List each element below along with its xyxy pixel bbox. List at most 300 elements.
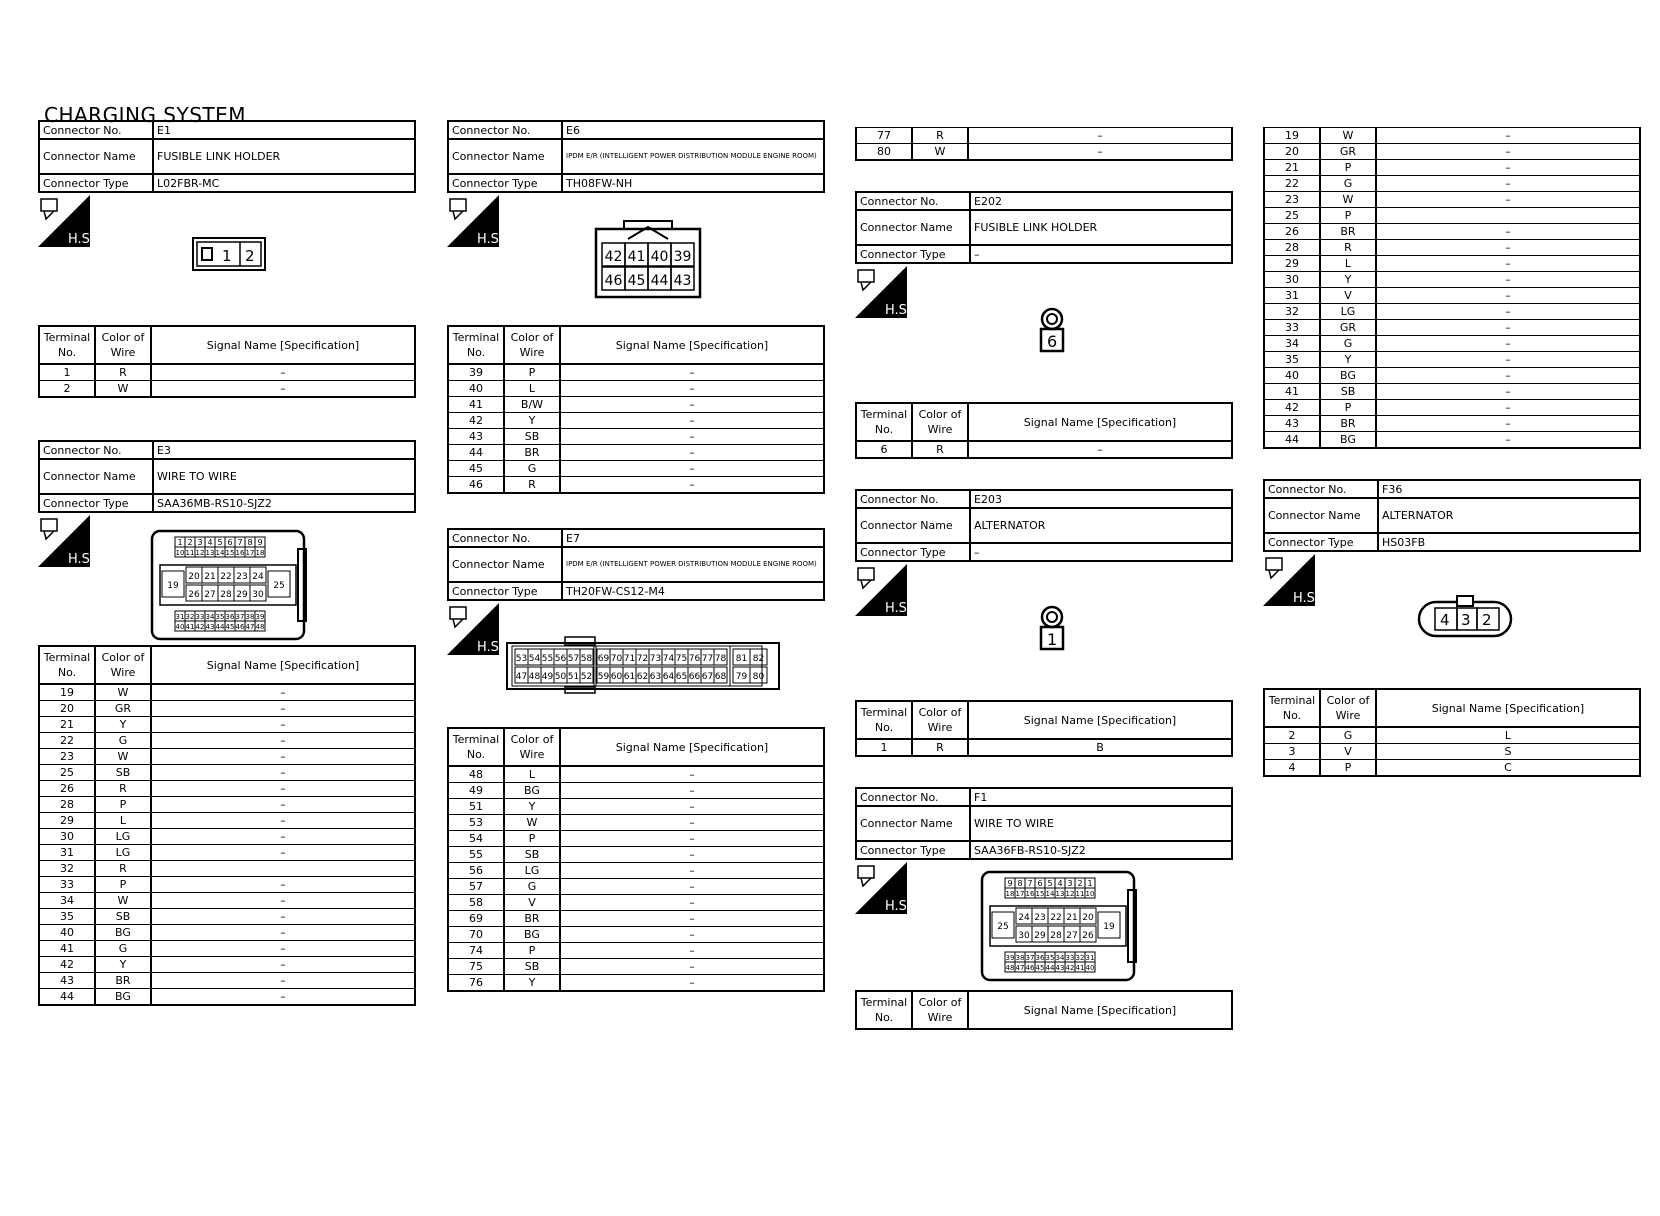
- connector-no-value: E7: [562, 529, 824, 547]
- signal-name-cell: –: [560, 413, 824, 429]
- table-row: [448, 381, 824, 397]
- terminal-no-cell: 31: [1264, 288, 1320, 304]
- label-connector-type: Connector Type: [39, 174, 153, 192]
- signal-name-cell: –: [151, 829, 415, 845]
- wire-color-cell: G: [1320, 336, 1376, 352]
- pin-label: 16: [235, 549, 245, 557]
- connector-face: [192, 237, 266, 275]
- pin-label: 38: [245, 613, 255, 621]
- pin-label: 78: [714, 654, 727, 664]
- connector-no-value: E1: [153, 121, 415, 139]
- pin-label: 19: [1103, 922, 1115, 932]
- terminal-no-cell: 26: [39, 781, 95, 797]
- header-signal-name: Signal Name [Specification]: [968, 701, 1232, 739]
- signal-name-cell: –: [151, 781, 415, 797]
- table-row: [39, 893, 415, 909]
- header-signal-name: Signal Name [Specification]: [968, 403, 1232, 441]
- pin-label: 33: [1065, 954, 1075, 962]
- header-color-of-wire: Color of Wire: [912, 991, 968, 1029]
- signal-name-cell: –: [151, 364, 415, 381]
- terminal-table-F1: [855, 990, 1233, 1030]
- wire-color-cell: Y: [504, 799, 560, 815]
- connector-type-value: L02FBR-MC: [153, 174, 415, 192]
- terminal-table-E7: [447, 727, 825, 992]
- wire-color-cell: P: [1320, 400, 1376, 416]
- pin-label: 13: [1055, 890, 1065, 898]
- table-row: [39, 797, 415, 813]
- pin-label: 16: [1025, 890, 1035, 898]
- table-row: [39, 733, 415, 749]
- pin-label: 43: [1055, 964, 1065, 972]
- terminal-no-cell: 28: [39, 797, 95, 813]
- header-signal-name: Signal Name [Specification]: [151, 646, 415, 684]
- signal-name-cell: –: [151, 893, 415, 909]
- signal-name-cell: –: [1376, 336, 1640, 352]
- signal-name-cell: –: [968, 144, 1232, 161]
- terminal-no-cell: 34: [39, 893, 95, 909]
- wire-color-cell: L: [504, 381, 560, 397]
- wire-color-cell: W: [912, 144, 968, 161]
- label-connector-type: Connector Type: [856, 543, 970, 561]
- table-row: [1264, 368, 1640, 384]
- pin-label: 35: [1045, 954, 1055, 962]
- wire-color-cell: R: [912, 128, 968, 144]
- signal-name-cell: –: [1376, 352, 1640, 368]
- terminal-no-cell: 42: [448, 413, 504, 429]
- wire-color-cell: P: [504, 943, 560, 959]
- connector-type-value: HS03FB: [1378, 533, 1640, 551]
- pin-label: 3: [197, 538, 203, 547]
- signal-name-cell: –: [560, 815, 824, 831]
- terminal-no-cell: 23: [39, 749, 95, 765]
- pin-label: 27: [1066, 931, 1078, 941]
- wire-color-cell: V: [1320, 288, 1376, 304]
- signal-name-cell: –: [151, 877, 415, 893]
- signal-name-cell: –: [1376, 416, 1640, 432]
- wire-color-cell: BR: [95, 973, 151, 989]
- pin-label: 11: [1075, 890, 1085, 898]
- connector-diagram-E3: [38, 513, 416, 645]
- pin-label: 12: [1065, 890, 1075, 898]
- table-row: [1264, 304, 1640, 320]
- wire-color-cell: W: [504, 815, 560, 831]
- wire-color-cell: BG: [95, 989, 151, 1006]
- signal-name-cell: –: [560, 429, 824, 445]
- wire-color-cell: Y: [95, 957, 151, 973]
- terminal-no-cell: 58: [448, 895, 504, 911]
- pin-label: 53: [515, 654, 528, 664]
- wire-color-cell: P: [504, 831, 560, 847]
- signal-name-cell: –: [560, 783, 824, 799]
- wire-color-cell: W: [95, 893, 151, 909]
- header-color-of-wire: Color of Wire: [912, 403, 968, 441]
- pin-label: 64: [662, 672, 675, 682]
- wire-color-cell: P: [95, 877, 151, 893]
- pin-label: 41: [627, 249, 646, 265]
- pin-2: 2: [1482, 611, 1492, 629]
- pin-label: 48: [1005, 964, 1015, 972]
- terminal-no-cell: 49: [448, 783, 504, 799]
- terminal-no-cell: 55: [448, 847, 504, 863]
- wire-color-cell: BR: [1320, 224, 1376, 240]
- pin-1: 1: [222, 247, 232, 265]
- connector-face: [1037, 606, 1067, 658]
- table-row: [448, 927, 824, 943]
- signal-name-cell: –: [560, 477, 824, 494]
- pin-label: 29: [1034, 931, 1046, 941]
- pin-label: 34: [205, 613, 215, 621]
- table-row: [1264, 727, 1640, 744]
- wire-color-cell: LG: [504, 863, 560, 879]
- label-connector-no: Connector No.: [39, 441, 153, 459]
- pin-label: 67: [701, 672, 714, 682]
- connector-diagram-F1: [855, 860, 1233, 990]
- pin-label: 74: [662, 654, 675, 664]
- pin-label: 26: [1082, 931, 1094, 941]
- connector-no-value: E203: [970, 490, 1232, 508]
- wire-color-cell: BR: [504, 445, 560, 461]
- pin-label: 69: [597, 654, 610, 664]
- terminal-no-cell: 29: [1264, 256, 1320, 272]
- connector-type-value: –: [970, 543, 1232, 561]
- table-row: [448, 364, 824, 381]
- terminal-no-cell: 33: [1264, 320, 1320, 336]
- connector-diagram-E203: [855, 562, 1233, 700]
- pin-label: 38: [1015, 954, 1025, 962]
- pin-label: 71: [623, 654, 636, 664]
- wire-color-cell: SB: [504, 847, 560, 863]
- label-connector-name: Connector Name: [39, 459, 153, 494]
- terminal-no-cell: 76: [448, 975, 504, 992]
- pin-label: 7: [1027, 879, 1033, 888]
- signal-name-cell: –: [151, 989, 415, 1006]
- pin-label: 30: [252, 590, 264, 600]
- wire-color-cell: BG: [1320, 432, 1376, 449]
- terminal-no-cell: 32: [1264, 304, 1320, 320]
- terminal-no-cell: 33: [39, 877, 95, 893]
- connector-info-E7: [447, 528, 825, 601]
- pin-label: 31: [175, 613, 185, 621]
- signal-name-cell: –: [560, 959, 824, 975]
- terminal-no-cell: 21: [39, 717, 95, 733]
- pin-label: 45: [627, 273, 646, 289]
- table-row: [448, 815, 824, 831]
- terminal-no-cell: 43: [1264, 416, 1320, 432]
- wire-color-cell: R: [95, 861, 151, 877]
- pin-label: 17: [1015, 890, 1025, 898]
- connector-name-value: ALTERNATOR: [970, 508, 1232, 543]
- signal-name-cell: –: [1376, 176, 1640, 192]
- terminal-no-cell: 23: [1264, 192, 1320, 208]
- terminal-no-cell: 35: [39, 909, 95, 925]
- signal-name-cell: –: [151, 684, 415, 701]
- pin-label: 15: [225, 549, 235, 557]
- signal-name-cell: C: [1376, 760, 1640, 777]
- terminal-table-F36: [1263, 688, 1641, 777]
- signal-name-cell: –: [151, 925, 415, 941]
- label-connector-type: Connector Type: [1264, 533, 1378, 551]
- pin-label: 40: [1085, 964, 1095, 972]
- connector-face: [1037, 308, 1067, 360]
- label-connector-name: Connector Name: [856, 508, 970, 543]
- wire-color-cell: P: [1320, 208, 1376, 224]
- wire-color-cell: V: [504, 895, 560, 911]
- table-row: [448, 847, 824, 863]
- terminal-no-cell: 28: [1264, 240, 1320, 256]
- table-row: [39, 973, 415, 989]
- signal-name-cell: –: [560, 397, 824, 413]
- connector-info-E202: [855, 191, 1233, 264]
- table-row: [448, 975, 824, 992]
- table-row: [39, 765, 415, 781]
- wire-color-cell: SB: [504, 429, 560, 445]
- connector-name-value: ALTERNATOR: [1378, 498, 1640, 533]
- terminal-no-cell: 41: [39, 941, 95, 957]
- pin-label: 76: [688, 654, 701, 664]
- terminal-no-cell: 54: [448, 831, 504, 847]
- label-connector-name: Connector Name: [1264, 498, 1378, 533]
- wire-color-cell: W: [95, 749, 151, 765]
- header-terminal-no: Terminal No.: [448, 728, 504, 766]
- hs-label: H.S.: [885, 601, 912, 616]
- connector-no-value: E202: [970, 192, 1232, 210]
- table-row: [1264, 432, 1640, 449]
- pin-label: 8: [1017, 879, 1023, 888]
- pin-label: 44: [215, 623, 225, 631]
- table-row: [39, 925, 415, 941]
- table-row: [39, 861, 415, 877]
- signal-name-cell: –: [151, 701, 415, 717]
- wire-color-cell: BG: [504, 783, 560, 799]
- pin-label: 25: [273, 581, 285, 591]
- terminal-no-cell: 22: [1264, 176, 1320, 192]
- pin-label: 5: [1047, 879, 1053, 888]
- pin-label: 82: [752, 654, 765, 664]
- hs-label: H.S.: [885, 303, 912, 318]
- table-row: [856, 128, 1232, 144]
- label-connector-type: Connector Type: [448, 174, 562, 192]
- wire-color-cell: L: [504, 766, 560, 783]
- wire-color-cell: GR: [1320, 144, 1376, 160]
- signal-name-cell: –: [1376, 160, 1640, 176]
- terminal-no-cell: 43: [448, 429, 504, 445]
- terminal-table-E203: [855, 700, 1233, 757]
- label-connector-name: Connector Name: [448, 547, 562, 582]
- pin-label: 56: [554, 654, 567, 664]
- header-terminal-no: Terminal No.: [856, 991, 912, 1029]
- connector-info-E203: [855, 489, 1233, 562]
- signal-name-cell: –: [151, 845, 415, 861]
- table-row: [1264, 320, 1640, 336]
- table-row: [1264, 144, 1640, 160]
- terminal-no-cell: 44: [448, 445, 504, 461]
- connector-info-E1: [38, 120, 416, 193]
- signal-name-cell: –: [560, 766, 824, 783]
- signal-name-cell: –: [1376, 240, 1640, 256]
- pin-1: 1: [1047, 630, 1058, 649]
- pin-label: 43: [673, 273, 692, 289]
- pin-label: 12: [195, 549, 205, 557]
- table-row: [39, 717, 415, 733]
- wire-color-cell: Y: [504, 413, 560, 429]
- label-connector-type: Connector Type: [39, 494, 153, 512]
- signal-name-cell: –: [1376, 144, 1640, 160]
- table-row: [448, 895, 824, 911]
- pin-label: 49: [541, 672, 554, 682]
- signal-name-cell: [1376, 208, 1640, 224]
- pin-label: 24: [252, 572, 264, 582]
- pin-label: 39: [1005, 954, 1015, 962]
- connector-info-E3: [38, 440, 416, 513]
- table-row: [39, 701, 415, 717]
- table-row: [39, 909, 415, 925]
- terminal-no-cell: 25: [39, 765, 95, 781]
- signal-name-cell: –: [560, 927, 824, 943]
- table-row: [1264, 256, 1640, 272]
- pin-label: 41: [185, 623, 195, 631]
- pin-label: 35: [215, 613, 225, 621]
- connector-name-value: IPDM E/R (INTELLIGENT POWER DISTRIBUTION MODULE ENGINE ROOM): [562, 547, 824, 582]
- pin-label: 6: [227, 538, 233, 547]
- pin-label: 29: [236, 590, 248, 600]
- wire-color-cell: Y: [1320, 352, 1376, 368]
- pin-label: 32: [185, 613, 195, 621]
- connector-name-value: FUSIBLE LINK HOLDER: [970, 210, 1232, 245]
- pin-3: 3: [1461, 611, 1471, 629]
- header-signal-name: Signal Name [Specification]: [151, 326, 415, 364]
- column-1: [38, 120, 416, 1006]
- table-row: [39, 957, 415, 973]
- table-row: [448, 429, 824, 445]
- signal-name-cell: –: [1376, 128, 1640, 144]
- wire-color-cell: W: [95, 381, 151, 398]
- table-row: [1264, 160, 1640, 176]
- signal-name-cell: –: [151, 733, 415, 749]
- hs-label: H.S.: [477, 640, 504, 655]
- terminal-no-cell: 40: [1264, 368, 1320, 384]
- connector-face: [150, 529, 306, 645]
- terminal-no-cell: 56: [448, 863, 504, 879]
- pin-label: 4: [1057, 879, 1063, 888]
- wire-color-cell: SB: [1320, 384, 1376, 400]
- table-row: [39, 781, 415, 797]
- signal-name-cell: –: [560, 381, 824, 397]
- table-row: [448, 413, 824, 429]
- header-color-of-wire: Color of Wire: [95, 646, 151, 684]
- pin-label: 32: [1075, 954, 1085, 962]
- terminal-no-cell: 34: [1264, 336, 1320, 352]
- terminal-no-cell: 75: [448, 959, 504, 975]
- harness-side-icon: [38, 195, 95, 247]
- table-row: [448, 799, 824, 815]
- signal-name-cell: –: [1376, 288, 1640, 304]
- terminal-no-cell: 1: [39, 364, 95, 381]
- terminal-table-E7-continued: [855, 127, 1233, 161]
- signal-name-cell: –: [1376, 400, 1640, 416]
- table-row: [1264, 384, 1640, 400]
- wire-color-cell: G: [1320, 176, 1376, 192]
- terminal-no-cell: 77: [856, 128, 912, 144]
- table-row: [39, 381, 415, 398]
- terminal-table-E1: [38, 325, 416, 398]
- label-connector-no: Connector No.: [448, 529, 562, 547]
- terminal-no-cell: 43: [39, 973, 95, 989]
- pin-label: 28: [220, 590, 232, 600]
- connector-info-F1: [855, 787, 1233, 860]
- pin-label: 59: [597, 672, 610, 682]
- pin-label: 21: [1066, 913, 1078, 923]
- signal-name-cell: –: [1376, 192, 1640, 208]
- wire-color-cell: BR: [504, 911, 560, 927]
- connector-type-value: SAA36MB-RS10-SJZ2: [153, 494, 415, 512]
- wire-color-cell: Y: [95, 717, 151, 733]
- pin-2: 2: [245, 247, 255, 265]
- pin-label: 46: [235, 623, 245, 631]
- table-row: [448, 863, 824, 879]
- wire-color-cell: SB: [95, 909, 151, 925]
- signal-name-cell: –: [1376, 304, 1640, 320]
- connector-diagram-E6: [447, 193, 825, 325]
- signal-name-cell: –: [151, 941, 415, 957]
- wire-color-cell: G: [95, 733, 151, 749]
- terminal-no-cell: 70: [448, 927, 504, 943]
- pin-label: 11: [185, 549, 195, 557]
- pin-label: 34: [1055, 954, 1065, 962]
- table-row: [448, 911, 824, 927]
- wire-color-cell: Y: [504, 975, 560, 992]
- pin-label: 8: [247, 538, 253, 547]
- table-row: [1264, 272, 1640, 288]
- pin-label: 42: [1065, 964, 1075, 972]
- table-row: [1264, 192, 1640, 208]
- signal-name-cell: –: [1376, 432, 1640, 449]
- terminal-no-cell: 22: [39, 733, 95, 749]
- pin-label: 72: [636, 654, 649, 664]
- table-row: [1264, 336, 1640, 352]
- terminal-no-cell: 44: [39, 989, 95, 1006]
- hs-label: H.S.: [885, 899, 912, 914]
- terminal-no-cell: 40: [39, 925, 95, 941]
- terminal-no-cell: 41: [448, 397, 504, 413]
- pin-label: 1: [177, 538, 183, 547]
- wire-color-cell: GR: [1320, 320, 1376, 336]
- terminal-no-cell: 69: [448, 911, 504, 927]
- pin-label: 14: [215, 549, 225, 557]
- pin-label: 42: [604, 249, 623, 265]
- pin-label: 17: [245, 549, 255, 557]
- table-row: [39, 364, 415, 381]
- signal-name-cell: –: [560, 831, 824, 847]
- pin-label: 62: [636, 672, 649, 682]
- pin-label: 15: [1035, 890, 1045, 898]
- pin-label: 43: [205, 623, 215, 631]
- hs-label: H.S.: [68, 232, 95, 247]
- signal-name-cell: –: [560, 461, 824, 477]
- wire-color-cell: Y: [1320, 272, 1376, 288]
- pin-label: 36: [225, 613, 235, 621]
- wire-color-cell: P: [504, 364, 560, 381]
- pin-label: 39: [255, 613, 265, 621]
- pin-label: 31: [1085, 954, 1095, 962]
- signal-name-cell: –: [560, 799, 824, 815]
- table-row: [1264, 208, 1640, 224]
- harness-side-icon: [855, 266, 912, 318]
- signal-name-cell: L: [1376, 727, 1640, 744]
- signal-name-cell: –: [560, 364, 824, 381]
- connector-diagram-F36: [1263, 552, 1641, 688]
- harness-side-icon: [447, 195, 504, 247]
- header-color-of-wire: Color of Wire: [504, 326, 560, 364]
